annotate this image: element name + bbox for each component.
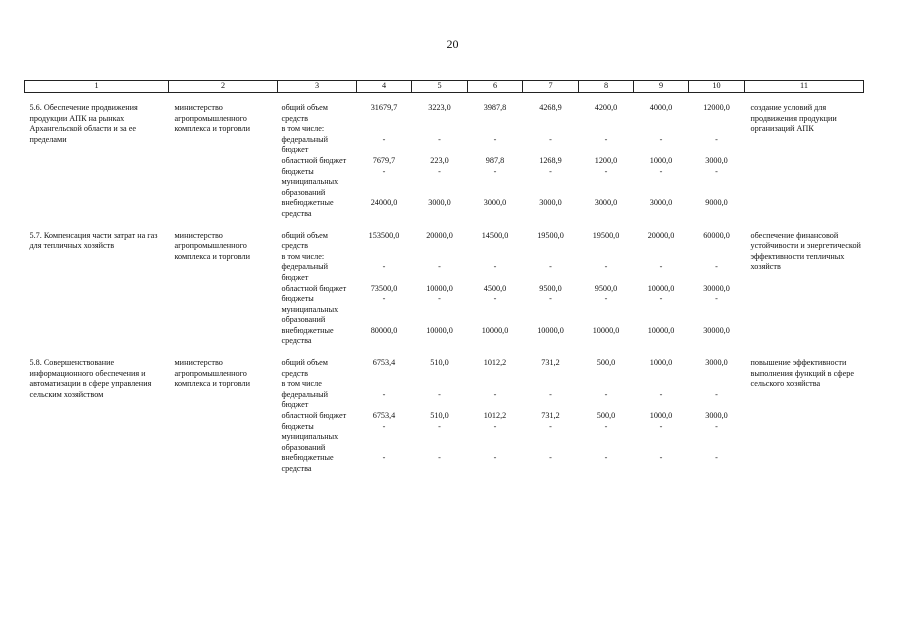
funding-source: федеральный бюджет bbox=[281, 134, 329, 155]
funding-value: 3223,0 bbox=[428, 103, 451, 112]
header-cell-7: 7 bbox=[523, 81, 579, 93]
funding-value: - bbox=[715, 262, 718, 272]
funding-value: - bbox=[493, 262, 497, 272]
table-row bbox=[25, 220, 864, 252]
header-cell-11: 11 bbox=[745, 81, 864, 93]
funding-value: - bbox=[438, 134, 441, 144]
funding-source: внебюджетные средства bbox=[281, 198, 334, 218]
funding-value: - bbox=[659, 294, 663, 304]
funding-value bbox=[523, 379, 579, 390]
funding-value bbox=[357, 379, 412, 390]
funding-value: - bbox=[715, 294, 718, 304]
header-cell-6: 6 bbox=[468, 81, 523, 93]
funding-value: 500,0 bbox=[596, 411, 616, 421]
funding-value bbox=[468, 252, 523, 263]
table-row bbox=[25, 347, 864, 379]
funding-value: - bbox=[493, 421, 497, 431]
funding-value: 12000,0 bbox=[703, 103, 730, 112]
funding-value: 9500,0 bbox=[594, 283, 618, 293]
funding-value: - bbox=[549, 421, 552, 431]
funding-value: 3000,0 bbox=[483, 198, 507, 208]
expected-result: обеспечение финансовой устойчивости и энергетической эффективности тепличных хозяйств bbox=[750, 230, 861, 272]
funding-value: 10000,0 bbox=[647, 283, 675, 293]
funding-value: 3000,0 bbox=[705, 411, 728, 421]
funding-value: 10000,0 bbox=[481, 325, 509, 335]
funding-source: общий объем средств bbox=[281, 358, 328, 378]
funding-value: - bbox=[382, 389, 386, 399]
funding-value: 19500,0 bbox=[537, 230, 564, 240]
funding-source: в том числе bbox=[281, 379, 322, 389]
funding-value: 3000,0 bbox=[428, 198, 451, 208]
funding-value bbox=[689, 252, 745, 263]
funding-value: 73500,0 bbox=[370, 283, 398, 293]
responsible-executor: министерство агропромышленного комплекса и торговли bbox=[174, 358, 251, 389]
funding-value: - bbox=[715, 134, 718, 144]
measure-name: 5.6. Обеспечение продвижения продукции АПК на рынках Архангельской области и за ее пределами bbox=[29, 103, 138, 144]
funding-value: - bbox=[438, 389, 441, 399]
funding-source: в том числе: bbox=[281, 251, 325, 261]
funding-value: 4500,0 bbox=[483, 283, 507, 293]
funding-value: 14500,0 bbox=[481, 230, 509, 240]
funding-value: 10000,0 bbox=[647, 325, 675, 335]
funding-value: 4000,0 bbox=[649, 103, 673, 112]
funding-source: областной бюджет bbox=[281, 283, 347, 293]
funding-value: - bbox=[549, 453, 552, 463]
responsible-executor: министерство агропромышленного комплекса и торговли bbox=[174, 230, 251, 261]
funding-value: - bbox=[493, 294, 497, 304]
table-row bbox=[25, 93, 864, 125]
funding-value: - bbox=[493, 453, 497, 463]
funding-value: - bbox=[604, 421, 608, 431]
expected-result: повышение эффективности выполнения функций в сфере сельского хозяйства bbox=[750, 358, 854, 389]
funding-value: - bbox=[659, 262, 663, 272]
funding-value: 20000,0 bbox=[647, 230, 675, 240]
funding-value: 6753,4 bbox=[372, 411, 396, 421]
funding-source: бюджеты муниципальных образований bbox=[281, 421, 339, 452]
funding-value: 1268,9 bbox=[539, 155, 562, 165]
funding-value: 510,0 bbox=[430, 411, 449, 421]
funding-value: 7679,7 bbox=[372, 155, 396, 165]
funding-value bbox=[412, 252, 468, 263]
funding-value: - bbox=[549, 262, 552, 272]
funding-value: 20000,0 bbox=[426, 230, 453, 240]
funding-value: - bbox=[438, 294, 441, 304]
header-cell-8: 8 bbox=[579, 81, 634, 93]
funding-value bbox=[579, 252, 634, 263]
funding-value: 31679,7 bbox=[370, 103, 398, 112]
funding-value: 3000,0 bbox=[594, 198, 618, 208]
funding-value: 1000,0 bbox=[649, 358, 673, 368]
funding-value: 1200,0 bbox=[594, 155, 618, 165]
funding-value bbox=[634, 124, 689, 135]
funding-value bbox=[468, 379, 523, 390]
funding-value bbox=[523, 124, 579, 135]
funding-source: бюджеты муниципальных образований bbox=[281, 166, 339, 197]
funding-value: - bbox=[659, 166, 663, 176]
funding-value: - bbox=[382, 453, 386, 463]
funding-value: 4268,9 bbox=[539, 103, 562, 112]
funding-value: - bbox=[604, 294, 608, 304]
funding-value: - bbox=[382, 294, 386, 304]
header-row bbox=[25, 81, 864, 93]
funding-value: - bbox=[659, 389, 663, 399]
funding-value: 10000,0 bbox=[426, 325, 453, 335]
funding-value: 223,0 bbox=[430, 155, 449, 165]
funding-value: 3000,0 bbox=[649, 198, 673, 208]
funding-value: - bbox=[604, 134, 608, 144]
funding-value bbox=[357, 124, 412, 135]
header-cell-4: 4 bbox=[357, 81, 412, 93]
funding-source: бюджеты муниципальных образований bbox=[281, 294, 339, 325]
funding-value: - bbox=[549, 166, 552, 176]
funding-value: 510,0 bbox=[430, 358, 449, 368]
funding-value: - bbox=[604, 453, 608, 463]
funding-value: - bbox=[493, 166, 497, 176]
funding-value bbox=[468, 124, 523, 135]
funding-source: общий объем средств bbox=[281, 230, 328, 251]
page-number: 20 bbox=[446, 37, 459, 51]
funding-source: областной бюджет bbox=[281, 411, 347, 421]
measure-name: 5.8. Совершенствование информационного обеспечения и автоматизации в сфере управления сельским хозяйством bbox=[29, 358, 152, 399]
funding-source: внебюджетные средства bbox=[281, 325, 334, 346]
funding-value bbox=[523, 252, 579, 263]
funding-value: 987,8 bbox=[485, 155, 505, 165]
funding-value: 30000,0 bbox=[703, 325, 730, 335]
funding-value: 500,0 bbox=[596, 358, 616, 368]
measure-name: 5.7. Компенсация части затрат на газ для тепличных хозяйств bbox=[29, 230, 158, 251]
header-cell-3: 3 bbox=[278, 81, 357, 93]
funding-value: 10000,0 bbox=[426, 283, 453, 293]
funding-value bbox=[689, 379, 745, 390]
funding-value bbox=[412, 379, 468, 390]
funding-value: - bbox=[715, 166, 718, 176]
funding-value: - bbox=[382, 166, 386, 176]
funding-value: - bbox=[604, 262, 608, 272]
funding-source: федеральный бюджет bbox=[281, 389, 329, 410]
funding-value: 3987,8 bbox=[483, 103, 507, 112]
header-cell-1: 1 bbox=[25, 81, 169, 93]
funding-value: 1012,2 bbox=[483, 411, 507, 421]
funding-value: - bbox=[549, 389, 552, 399]
funding-value: 3000,0 bbox=[539, 198, 562, 208]
funding-value: 1000,0 bbox=[649, 411, 673, 421]
funding-source: внебюджетные средства bbox=[281, 453, 334, 473]
program-table bbox=[24, 80, 864, 475]
funding-value: - bbox=[715, 453, 718, 463]
funding-value: - bbox=[438, 421, 441, 431]
funding-value: 30000,0 bbox=[703, 283, 730, 293]
funding-value: - bbox=[604, 166, 608, 176]
funding-value: - bbox=[659, 421, 663, 431]
funding-value: - bbox=[438, 262, 441, 272]
funding-value: - bbox=[382, 262, 386, 272]
funding-value: 9500,0 bbox=[539, 283, 562, 293]
funding-value: - bbox=[438, 453, 441, 463]
funding-value bbox=[634, 252, 689, 263]
funding-value: 1000,0 bbox=[649, 155, 673, 165]
header-cell-10: 10 bbox=[689, 81, 745, 93]
funding-value: 80000,0 bbox=[370, 325, 398, 335]
funding-value: - bbox=[715, 389, 718, 399]
funding-value: - bbox=[382, 421, 386, 431]
header-cell-5: 5 bbox=[412, 81, 468, 93]
funding-value: 3000,0 bbox=[705, 358, 728, 368]
funding-source: федеральный бюджет bbox=[281, 262, 329, 282]
funding-value: - bbox=[493, 389, 497, 399]
funding-value: - bbox=[549, 134, 552, 144]
funding-value: 10000,0 bbox=[537, 325, 564, 335]
funding-value: 4200,0 bbox=[594, 103, 618, 112]
funding-value: 19500,0 bbox=[592, 230, 620, 240]
header-cell-2: 2 bbox=[169, 81, 278, 93]
funding-value: - bbox=[382, 134, 386, 144]
funding-value bbox=[689, 124, 745, 135]
funding-value bbox=[579, 379, 634, 390]
funding-value: 9000,0 bbox=[705, 198, 728, 208]
funding-value: 24000,0 bbox=[370, 198, 398, 208]
funding-value: 1012,2 bbox=[483, 358, 507, 368]
funding-value: - bbox=[604, 389, 608, 399]
responsible-executor: министерство агропромышленного комплекса и торговли bbox=[174, 103, 251, 134]
funding-value: 60000,0 bbox=[703, 230, 730, 240]
funding-value bbox=[412, 124, 468, 135]
funding-value: 731,2 bbox=[541, 411, 560, 421]
funding-value bbox=[579, 124, 634, 135]
funding-value: - bbox=[549, 294, 552, 304]
funding-value: 731,2 bbox=[541, 358, 560, 368]
funding-value bbox=[634, 379, 689, 390]
funding-value: - bbox=[659, 134, 663, 144]
funding-value: 3000,0 bbox=[705, 155, 728, 165]
funding-source: общий объем средств bbox=[281, 103, 328, 123]
table-body bbox=[25, 93, 864, 475]
funding-value: - bbox=[438, 166, 441, 176]
funding-value: - bbox=[493, 134, 497, 144]
funding-source: в том числе: bbox=[281, 124, 325, 134]
funding-value: - bbox=[715, 421, 718, 431]
funding-value: 10000,0 bbox=[592, 325, 620, 335]
funding-value: 153500,0 bbox=[368, 230, 400, 240]
funding-value: - bbox=[659, 453, 663, 463]
expected-result: создание условий для продвижения продукции организаций АПК bbox=[750, 103, 837, 134]
funding-value bbox=[357, 252, 412, 263]
funding-source: областной бюджет bbox=[281, 155, 347, 165]
funding-value: 6753,4 bbox=[372, 358, 396, 368]
header-cell-9: 9 bbox=[634, 81, 689, 93]
